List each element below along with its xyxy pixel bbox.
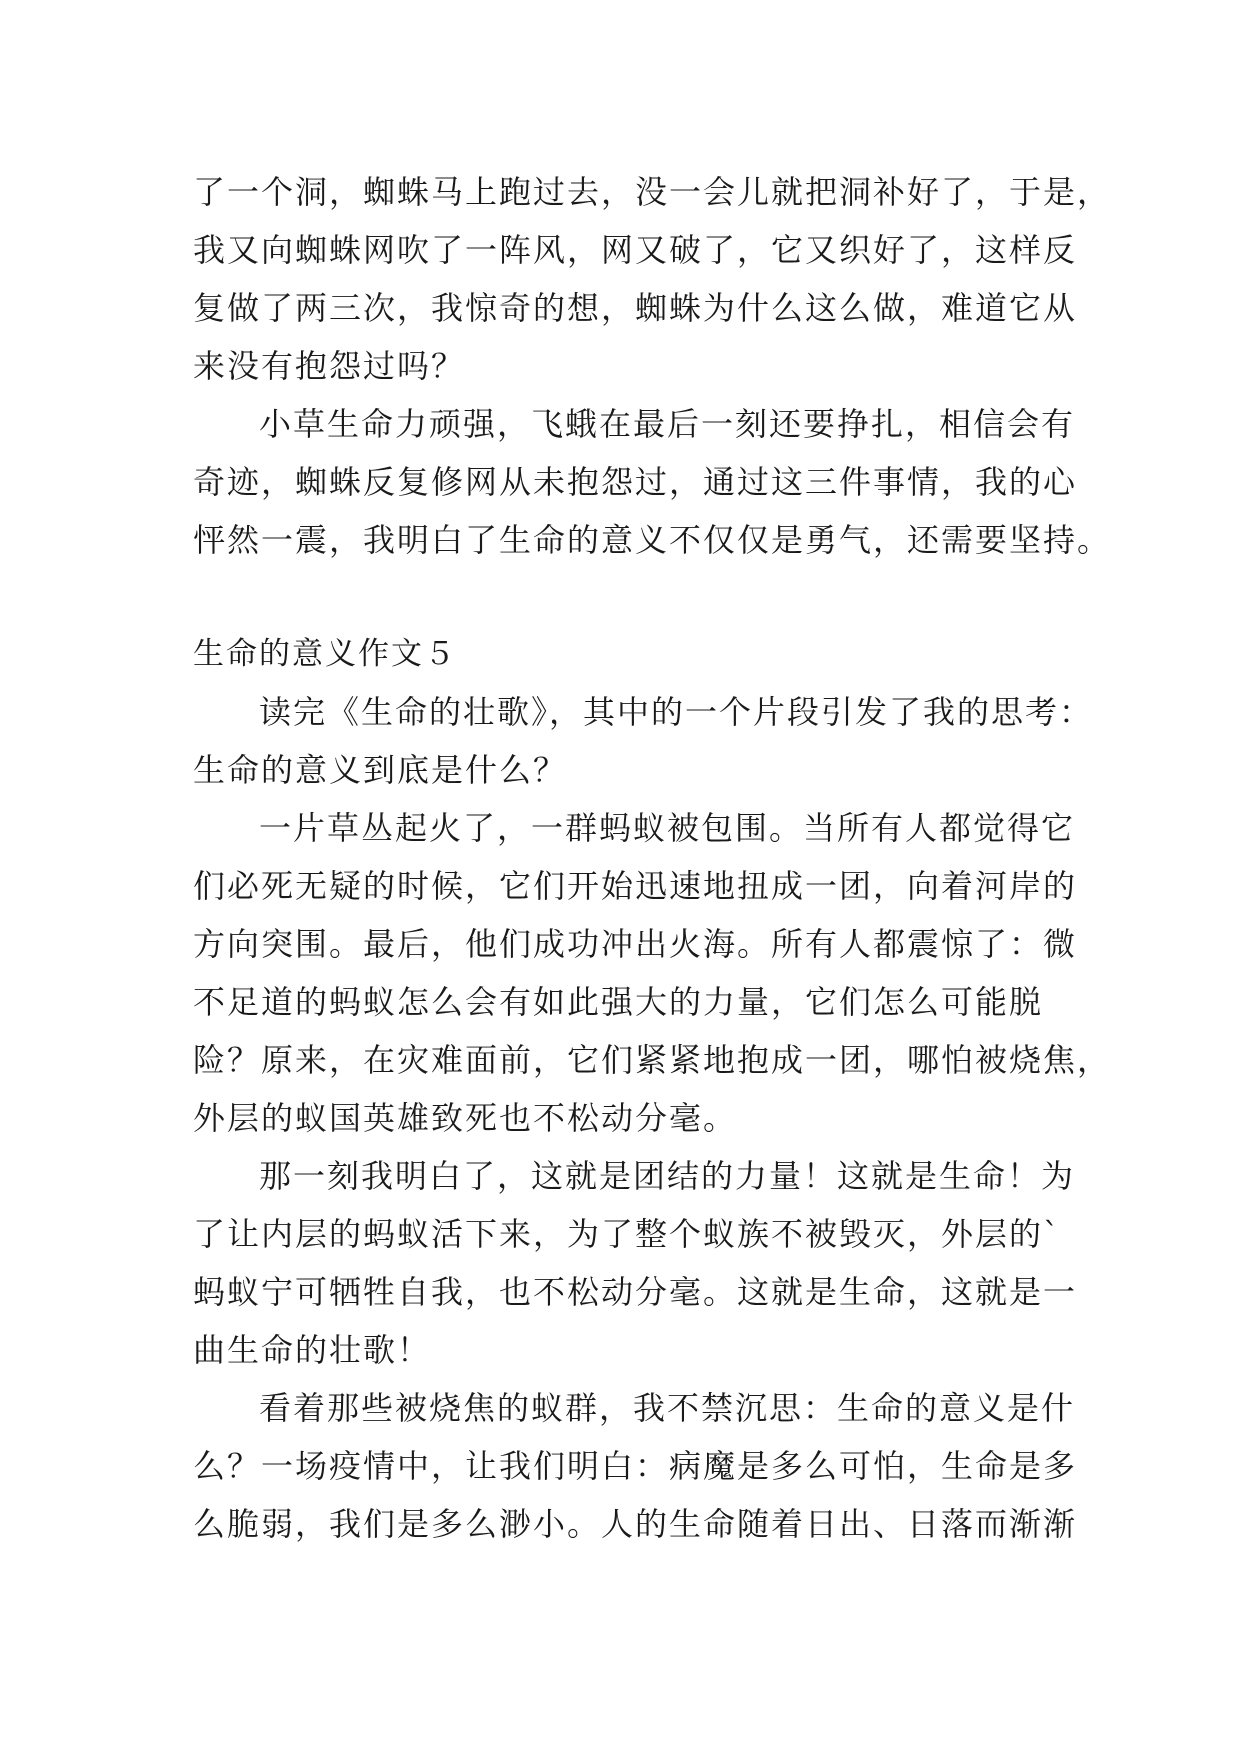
paragraph-line: 怦然一震，我明白了生命的意义不仅仅是勇气，还需要坚持。 <box>193 521 1112 559</box>
paragraph-line: 蚂蚁宁可牺牲自我，也不松动分毫。这就是生命，这就是一 <box>193 1273 1078 1311</box>
paragraph-line: 读完《生命的壮歌》，其中的一个片段引发了我的思考： <box>259 693 1094 731</box>
paragraph-line: 我又向蜘蛛网吹了一阵风，网又破了，它又织好了，这样反 <box>193 231 1078 269</box>
paragraph-line: 方向突围。最后，他们成功冲出火海。所有人都震惊了：微 <box>193 925 1078 963</box>
paragraph-line: 么脆弱，我们是多么渺小。人的生命随着日出、日落而渐渐 <box>193 1505 1078 1543</box>
paragraph-line: 了让内层的蚂蚁活下来，为了整个蚁族不被毁灭，外层的` <box>193 1215 1062 1253</box>
paragraph-line: 复做了两三次，我惊奇的想，蜘蛛为什么这么做，难道它从 <box>193 289 1078 327</box>
paragraph-line: 看着那些被烧焦的蚁群，我不禁沉思：生命的意义是什 <box>259 1389 1076 1427</box>
paragraph-line: 外层的蚁国英雄致死也不松动分毫。 <box>193 1099 738 1137</box>
paragraph-line: 那一刻我明白了，这就是团结的力量！这就是生命！为 <box>259 1157 1076 1195</box>
paragraph-line: 生命的意义到底是什么？ <box>193 751 568 789</box>
section-heading: 生命的意义作文５ <box>193 636 457 672</box>
document-body <box>193 163 1112 1553</box>
paragraph-line: 一片草丛起火了，一群蚂蚁被包围。当所有人都觉得它 <box>259 809 1076 847</box>
paragraph-line: 险？原来，在灾难面前，它们紧紧地抱成一团，哪怕被烧焦， <box>193 1041 1112 1079</box>
paragraph-line: 小草生命力顽强，飞蛾在最后一刻还要挣扎，相信会有 <box>259 405 1076 443</box>
paragraph-line: 奇迹，蜘蛛反复修网从未抱怨过，通过这三件事情，我的心 <box>193 463 1078 501</box>
section-spacer <box>193 569 1053 625</box>
paragraph-line: 们必死无疑的时候，它们开始迅速地扭成一团，向着河岸的 <box>193 867 1078 905</box>
paragraph-line: 了一个洞，蜘蛛马上跑过去，没一会儿就把洞补好了，于是， <box>193 173 1112 211</box>
paragraph-line: 曲生命的壮歌！ <box>193 1331 432 1369</box>
paragraph-line: 不足道的蚂蚁怎么会有如此强大的力量，它们怎么可能脱 <box>193 983 1044 1021</box>
paragraph-line: 来没有抱怨过吗？ <box>193 347 466 385</box>
paragraph-line: 么？一场疫情中，让我们明白：病魔是多么可怕，生命是多 <box>193 1447 1078 1485</box>
